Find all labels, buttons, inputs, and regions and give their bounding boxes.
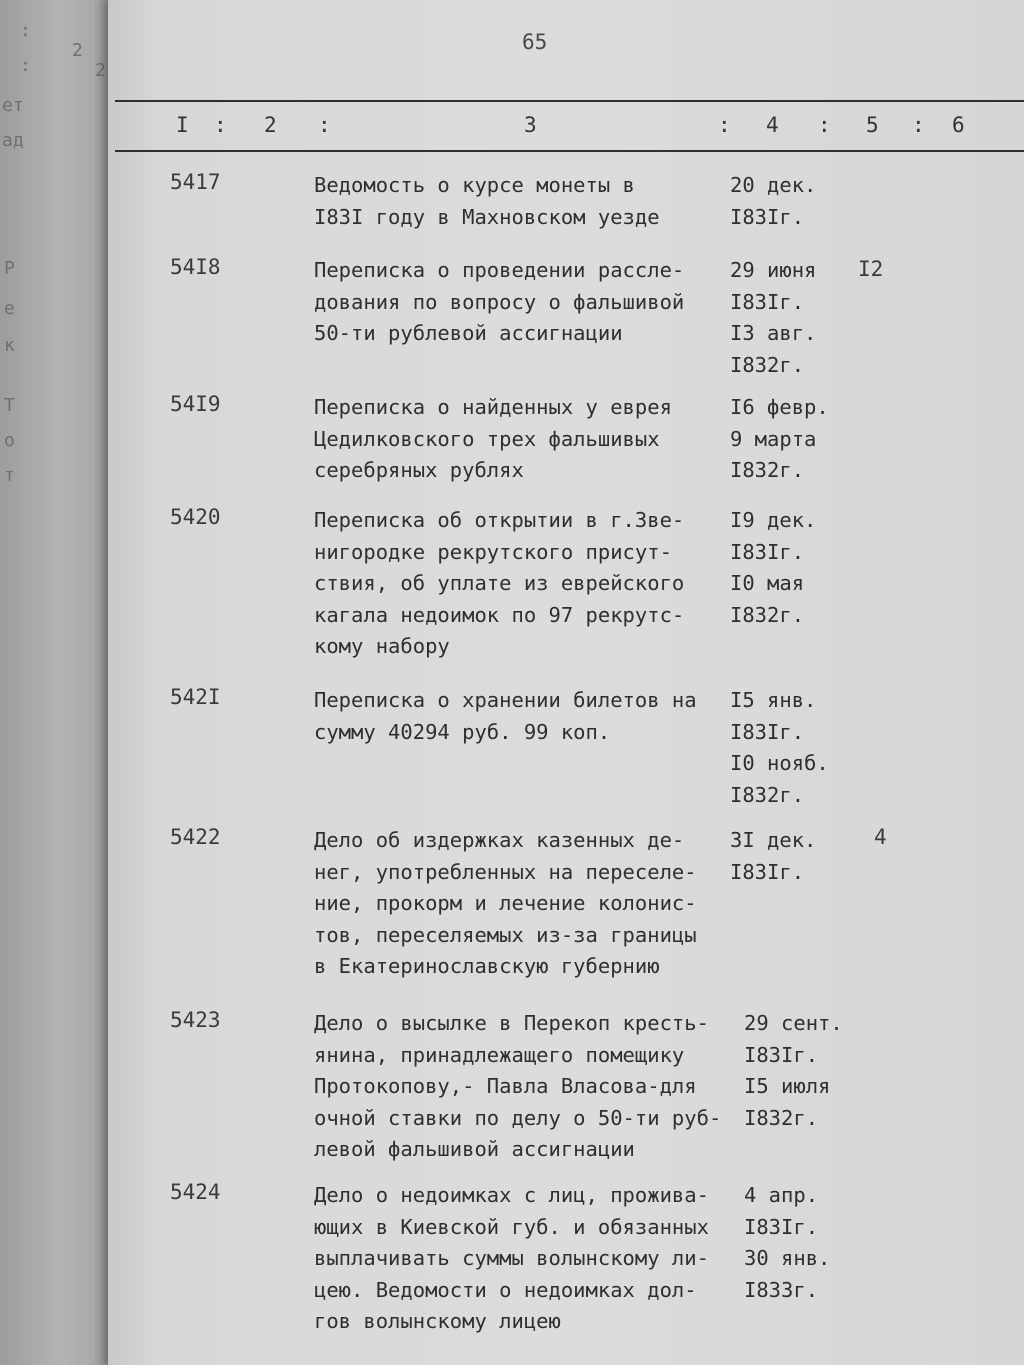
margin-mark: е: [4, 298, 15, 319]
entry-title-line: 50-ти рублевой ассигнации: [314, 321, 623, 345]
entry-title-line: Дело о высылке в Перекоп кресть-: [314, 1011, 709, 1035]
column-separator: :: [214, 113, 227, 137]
facing-page-edge: [0, 0, 110, 1365]
column-separator: :: [318, 113, 331, 137]
entry-title-line: левой фальшивой ассигнации: [314, 1137, 635, 1161]
entry-title-line: Протокопову,- Павла Власова-для: [314, 1074, 697, 1098]
entry-dates: [744, 1180, 830, 1306]
entry-dates: [730, 392, 829, 487]
entry-number: 5422: [170, 825, 221, 849]
entry-number: 5420: [170, 505, 221, 529]
entry-date-line: 3I дек.: [730, 828, 817, 852]
entry-title-line: ние, прокорм и лечение колонис-: [314, 891, 697, 915]
entry-title-line: кому набору: [314, 634, 450, 658]
entry-title-line: серебряных рублях: [314, 458, 524, 482]
entry-date-line: 29 сент.: [744, 1011, 843, 1035]
margin-mark: 2: [95, 60, 106, 81]
entry-title-line: янина, принадлежащего помещику: [314, 1042, 685, 1067]
entry-title: [314, 825, 697, 983]
column-1-heading: I: [176, 113, 189, 137]
column-2-heading: 2: [264, 113, 277, 137]
entry-dates: [744, 1008, 843, 1134]
entry-title-line: ствия, об уплате из еврейского: [314, 571, 685, 595]
entry-title-line: нег, употребленных на переселе-: [314, 859, 697, 884]
column-5-heading: 5: [866, 113, 879, 137]
entry-date-line: I0 нояб.: [730, 751, 829, 775]
margin-mark: к: [4, 335, 15, 356]
entry-title-line: Переписка о проведении рассле-: [314, 258, 685, 282]
margin-mark: т: [4, 465, 15, 486]
entry-title-line: сумму 40294 руб. 99 коп.: [314, 719, 611, 744]
entry-number: 54I9: [170, 392, 221, 416]
entry-title-line: тов, переселяемых из-за границы: [314, 922, 697, 947]
entry-title-line: Переписка о найденных у еврея: [314, 395, 672, 419]
entry-title-line: очной ставки по делу о 50-ти руб-: [314, 1105, 722, 1130]
entry-title-line: Дело о недоимках с лиц, прожива-: [314, 1183, 709, 1207]
margin-mark: ад: [2, 130, 24, 151]
entry-date-line: 4 апр.: [744, 1183, 819, 1207]
entry-date-line: 9 марта: [730, 426, 817, 451]
entry-date-line: I83Iг.: [744, 1042, 819, 1067]
entry-title-line: Переписка о хранении билетов на: [314, 688, 697, 712]
entry-number: 5423: [170, 1008, 221, 1032]
entry-date-line: I83Iг.: [730, 539, 805, 564]
entry-number: 542I: [170, 685, 221, 709]
entry-title: [314, 255, 684, 350]
margin-mark: 2: [72, 40, 83, 61]
entry-title-line: кагала недоимок по 97 рекрутс-: [314, 602, 685, 627]
entry-title-line: Ведомость о курсе монеты в: [314, 173, 635, 197]
entry-date-line: I832г.: [730, 352, 805, 377]
column-4-heading: 4: [766, 113, 779, 137]
entry-title: [314, 170, 660, 233]
entry-date-line: I832г.: [730, 782, 805, 807]
entry-title: [314, 685, 697, 748]
entry-title-line: выплачивать суммы волынскому ли-: [314, 1246, 709, 1270]
entry-date-line: I832г.: [744, 1105, 819, 1130]
entry-title-line: I83I году в Махновском уезде: [314, 204, 660, 229]
entry-title: [314, 1008, 721, 1166]
entry-date-line: I83Iг.: [730, 859, 805, 884]
margin-mark: :: [20, 20, 31, 41]
entry-title-line: Переписка об открытии в г.Зве-: [314, 508, 685, 532]
column-3-heading: 3: [524, 113, 537, 137]
page-number: 65: [522, 30, 548, 54]
entry-date-line: I832г.: [730, 602, 805, 627]
entry-date-line: 20 дек.: [730, 173, 817, 197]
table-header-bottom-rule: [115, 150, 1024, 152]
margin-mark: Т: [4, 395, 15, 416]
entry-number: 54I8: [170, 255, 221, 279]
entry-date-line: I83Iг.: [730, 719, 805, 744]
entry-title-line: Цедилковского трех фальшивых: [314, 426, 660, 451]
entry-title-line: нигородке рекрутского присут-: [314, 539, 672, 564]
entry-title-line: Дело об издержках казенных де-: [314, 828, 685, 852]
entry-date-line: I83Iг.: [744, 1214, 819, 1239]
entry-date-line: I83Iг.: [730, 289, 805, 314]
column-separator: :: [718, 113, 731, 137]
entry-sheet-count: 4: [874, 825, 887, 849]
margin-mark: ет: [2, 95, 24, 116]
entry-sheet-count: I2: [858, 257, 884, 281]
entry-title: [314, 505, 684, 663]
margin-mark: Р: [4, 258, 15, 279]
entry-title-line: гов волынскому лицею: [314, 1309, 561, 1333]
entry-dates: [730, 170, 816, 233]
table-header-top-rule: [115, 100, 1024, 102]
margin-mark: о: [4, 430, 15, 451]
entry-date-line: I5 янв.: [730, 688, 817, 712]
entry-date-line: I3 авг.: [730, 321, 817, 345]
entry-date-line: I5 июля: [744, 1074, 831, 1098]
column-6-heading: 6: [952, 113, 965, 137]
entry-date-line: I832г.: [730, 458, 805, 482]
entry-date-line: I83Iг.: [730, 204, 805, 229]
entry-dates: [730, 685, 829, 811]
margin-mark: :: [20, 55, 31, 76]
entry-date-line: I9 дек.: [730, 508, 817, 532]
entry-dates: [730, 255, 816, 381]
entry-title-line: в Екатеринославскую губернию: [314, 954, 660, 978]
entry-title-line: цею. Ведомости о недоимках дол-: [314, 1277, 697, 1302]
entry-title-line: дования по вопросу о фальшивой: [314, 289, 685, 314]
column-separator: :: [818, 113, 831, 137]
entry-date-line: I6 февр.: [730, 395, 829, 419]
entry-date-line: 29 июня: [730, 258, 817, 282]
entry-title: [314, 392, 672, 487]
facing-page-marks: [0, 0, 110, 1365]
entry-title-line: ющих в Киевской губ. и обязанных: [314, 1214, 709, 1239]
entry-title: [314, 1180, 709, 1338]
entry-dates: [730, 505, 816, 631]
entry-number: 5417: [170, 170, 221, 194]
entry-date-line: 30 янв.: [744, 1246, 831, 1270]
entry-dates: [730, 825, 816, 888]
column-separator: :: [912, 113, 925, 137]
entry-date-line: I0 мая: [730, 571, 805, 595]
entry-number: 5424: [170, 1180, 221, 1204]
entry-date-line: I833г.: [744, 1277, 819, 1302]
